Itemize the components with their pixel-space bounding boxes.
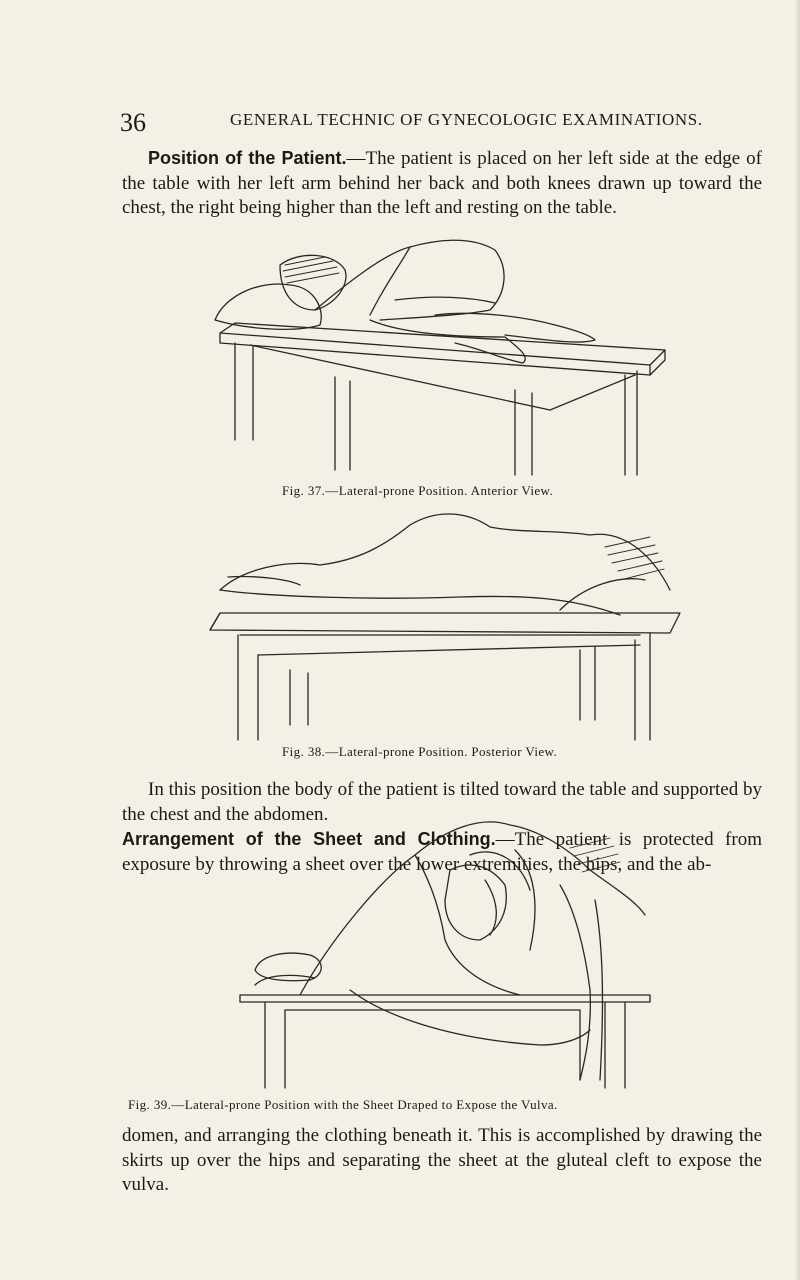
paragraph-1-text: —The patient is placed on her left side at the edge of the table with her left arm behind her back and both knees drawn up toward the chest, the right being higher than the left and resting on the table. (122, 148, 762, 218)
figure-39-caption: Fig. 39.—Lateral-prone Position with the Sheet Draped to Expose the Vulva. (128, 1097, 558, 1112)
figure-39-illustration (240, 790, 660, 1090)
running-head: GENERAL TECHNIC OF GYNECOLOGIC EXAMINATIONS. (230, 110, 703, 129)
paragraph-domen-continuation: domen, and arranging the clothing beneath it. This is accomplished by drawing the skirts up over the hips and separating the sheet at the gluteal cleft to expose the vulva. (122, 1125, 762, 1195)
page-number: 36 (120, 108, 146, 137)
paragraph-3-text: —The patient is protected from exposure by throwing a sheet over the lower extremities, the hips, and the ab- (122, 829, 762, 875)
paragraph-position-of-patient (122, 146, 762, 221)
paragraph-2-text: In this position the body of the patient is tilted toward the table and supported by the chest and the abdomen. (122, 779, 762, 825)
section-heading-position: Position of the Patient. (148, 148, 347, 168)
figure-38-caption: Fig. 38.—Lateral-prone Position. Posterior View. (282, 744, 558, 759)
figure-37-caption: Fig. 37.—Lateral-prone Position. Anterior View. (282, 483, 554, 498)
figure-37-illustration (205, 225, 675, 480)
page-header (120, 108, 760, 138)
figure-38-illustration (200, 505, 690, 740)
section-heading-sheet: Arrangement of the Sheet and Clothing. (122, 829, 496, 849)
page-edge (794, 0, 800, 1280)
